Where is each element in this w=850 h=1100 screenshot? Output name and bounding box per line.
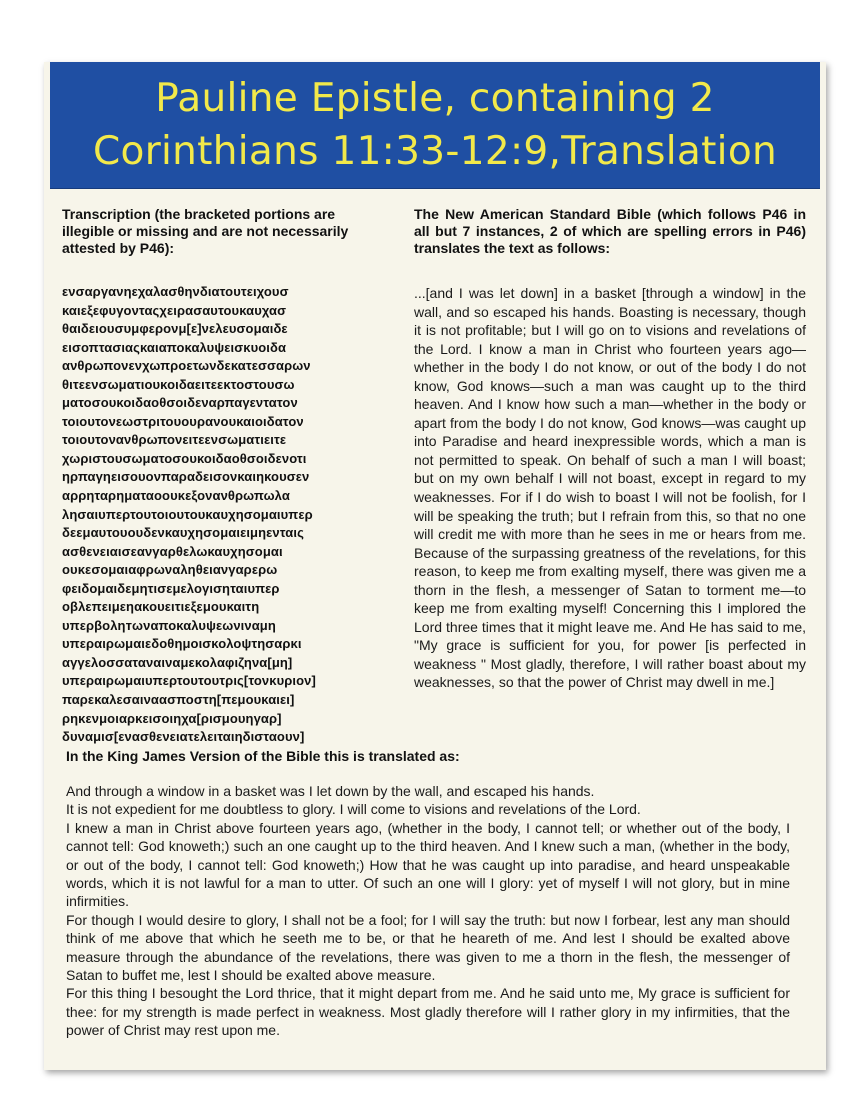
greek-line: δυναμισ[ενασθενειατελειταιηδισταουν] [62, 729, 305, 745]
greek-line: παρεκαλεσαιναασποστη[πεμουκαιει] [62, 692, 295, 708]
kjv-translation [66, 782, 790, 1040]
greek-line: οβλεπειμεηακουειτιεξεμουκαιτη [62, 599, 260, 615]
greek-line: αρρηταρηματαοουκεξονανθρωπωλα [62, 488, 290, 504]
greek-line: θαιδειουσυμφερονμ[ε]νελευσομαιδε [62, 321, 288, 337]
greek-line: καιεξεφυγονταςχειρασαυτουκαυχασ [62, 302, 287, 318]
greek-line: ματοσουκοιδαοθσοιδεναρπαγεντατον [62, 395, 298, 411]
greek-line: ανθρωπονενχωπροετωνδεκατεσσαρων [62, 358, 311, 374]
greek-line: αγγελοσσαταναιναμεκολαφιζηνα[μη] [62, 654, 293, 670]
greek-line: ηρπαγηεισουονπαραδεισονκαιηκουσεν [62, 469, 310, 485]
greek-line: ουκεσομαιαφρωναληθειανγαρερω [62, 562, 278, 578]
greek-line: ενσαργανηεχαλασθηνδιατουτειχουσ [62, 284, 289, 299]
greek-line: υπεραιρωμαιεδοθημοισκολοψτησαρκι [62, 636, 302, 652]
greek-transcription [62, 283, 384, 747]
kjv-paragraph: And through a window in a basket was I let down by the wall, and escaped his hands. [66, 783, 595, 799]
kjv-paragraph: For though I would desire to glory, I shall not be a fool; for I will say the truth: but now I forbear, lest any man should think of me above that which he seeth me to be, or that he heareth of me. And lest I should be exalted above measure through the abundance of the revelations, there was given to me a thorn in the flesh, the messenger of Satan to buffet me, lest I should be exalted above measure. [66, 911, 790, 984]
greek-line: τοιουτονεωστριτουουρανουκαιοιδατον [62, 413, 304, 429]
greek-line: τοιουτονανθρωπονειτεενσωματιειτε [62, 432, 287, 448]
kjv-paragraph: It is not expedient for me doubtless to glory. I will come to visions and revelations of the Lord. [66, 801, 641, 818]
greek-line: ασθενειαισεανγαρθελωκαυχησομαι [62, 543, 283, 559]
nasb-translation: ...[and I was let down] in a basket [through a window] in the wall, and so escaped his hands. Boasting is necessary, though it is not profitable; but I will go on to visions and revelations of the Lord. I know a man in Christ who fourteen years ago—whether in the body I do not know, or out of the body I do not know, God knows—such a man was caught up to the third heaven. And I know how such a man—whether in the body or apart from the body I do not know, God knows—was caught up into Paradise and heard inexpressible words, which a man is not permitted to speak. On behalf of such a man I will boast; but on my own behalf I will not boast, except in regard to my weaknesses. For if I do wish to boast I will not be foolish, for I will be speaking the truth; but I refrain from this, so that no one will credit me with more than he sees in me or hears from me. Because of the surpassing greatness of the revelations, for this reason, to keep me from exalting myself, there was given me a thorn in the flesh, a messenger of Satan to torment me—to keep me from exalting myself! Concerning this I implored the Lord three times that it might leave me. And He has said to me, "My grace is sufficient for you, for power [is perfected in weakness " Most gladly, therefore, I will rather boast about my weaknesses, so that the power of Christ may dwell in me.] [414, 285, 806, 691]
nasb-heading: The New American Standard Bible (which follows P46 in all but 7 instances, 2 of which are spelling errors in P46) translates the text as follows: [414, 206, 806, 256]
kjv-paragraph: I knew a man in Christ above fourteen years ago, (whether in the body, I cannot tell; or whether out of the body, I cannot tell: God knoweth;) such an one caught up to the third heaven. And I knew such a man, (whether in the body, or out of the body, I cannot tell: God knoweth;) How that he was caught up into paradise, and heard unspeakable words, which it is not lawful for a man to utter. Of such an one will I glory: yet of myself I will not glory, but in mine infirmities. [66, 819, 790, 910]
greek-line: θιτεενσωματιουκοιδαειτεεκτοστουσω [62, 376, 295, 392]
greek-line: φειδομαιδεμητισεμελογισηταιυπερ [62, 580, 280, 596]
greek-line: εισοπτασιαςκαιαποκαλυψεισκυοιδα [62, 339, 287, 355]
greek-line: λησαιυπερτουτοιουτουκαυχησομαιυπερ [62, 506, 313, 522]
document-page [44, 62, 826, 1070]
page-title: Pauline Epistle, containing 2 Corinthians 11:33-12:9,Translation [93, 76, 777, 174]
transcription-heading: Transcription (the bracketed portions are illegible or missing and are not necessarily attested by P46): [62, 206, 349, 256]
kjv-paragraph: For this thing I besought the Lord thrice, that it might depart from me. And he said unto me, My grace is sufficient for thee: for my strength is made perfect in weakness. Most gladly therefore will I rather glory in my infirmities, that the power of Christ may rest upon me. [66, 985, 790, 1039]
nasb-column [414, 206, 806, 706]
transcription-column [62, 206, 384, 747]
kjv-heading: In the King James Version of the Bible this is translated as: [66, 748, 460, 764]
greek-line: δεεμαυτουουδενκαυχησομαιειμηενταις [62, 525, 304, 541]
greek-line: ρηκενμοιαρκεισοιηχα[ρισμουηγαρ] [62, 710, 282, 726]
title-banner [50, 62, 820, 189]
greek-line: υπεραιρωμαιυπερτουτουτρις[τονκυριον] [62, 673, 316, 689]
greek-line: χωριστουσωματοσουκοιδαοθσοιδενοτι [62, 450, 307, 466]
greek-line: υπερβοληтωναποκαλυψεωνιναμη [62, 617, 276, 633]
